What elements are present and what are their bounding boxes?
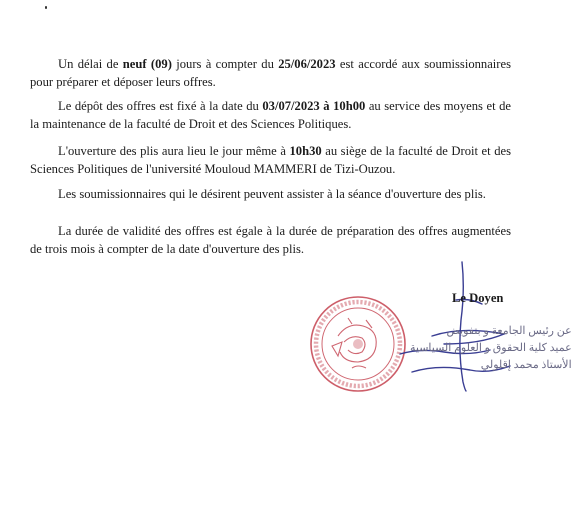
signatory-title: Le Doyen bbox=[452, 291, 504, 305]
signer-line-3: الأستاذ محمد إقلولي bbox=[480, 359, 572, 371]
signer-line-1: عن رئيس الجامعة و بتفويض bbox=[446, 325, 572, 337]
paragraph-validity: La durée de validité des offres est égale à la durée de préparation des offres augmentées de trois mois à compter de la date d'ouverture des plis. bbox=[30, 224, 511, 256]
signer-line-2: عميد كلية الحقوق و العلوم السياسية bbox=[410, 342, 572, 354]
page-mark bbox=[45, 6, 47, 9]
paragraph-deadline: Un délai de neuf (09) jours à compter du 25/06/2023 est accordé aux soumissionnaires pour préparer et déposer leurs offres. bbox=[30, 57, 511, 89]
paragraph-deposit: Le dépôt des offres est fixé à la date du 03/07/2023 à 10h00 au service des moyens et de la maintenance de la faculté de Droit et des Sciences Politiques. bbox=[30, 99, 511, 131]
paragraph-opening: L'ouverture des plis aura lieu le jour même à 10h30 au siège de la faculté de Droit et des Sciences Politiques de l'université Mouloud MAMMERI de Tizi-Ouzou. bbox=[30, 144, 511, 176]
paragraph-attendance: Les soumissionnaires qui le désirent peuvent assister à la séance d'ouverture des plis. bbox=[58, 187, 486, 201]
signatory-handwritten-lines bbox=[410, 323, 572, 374]
